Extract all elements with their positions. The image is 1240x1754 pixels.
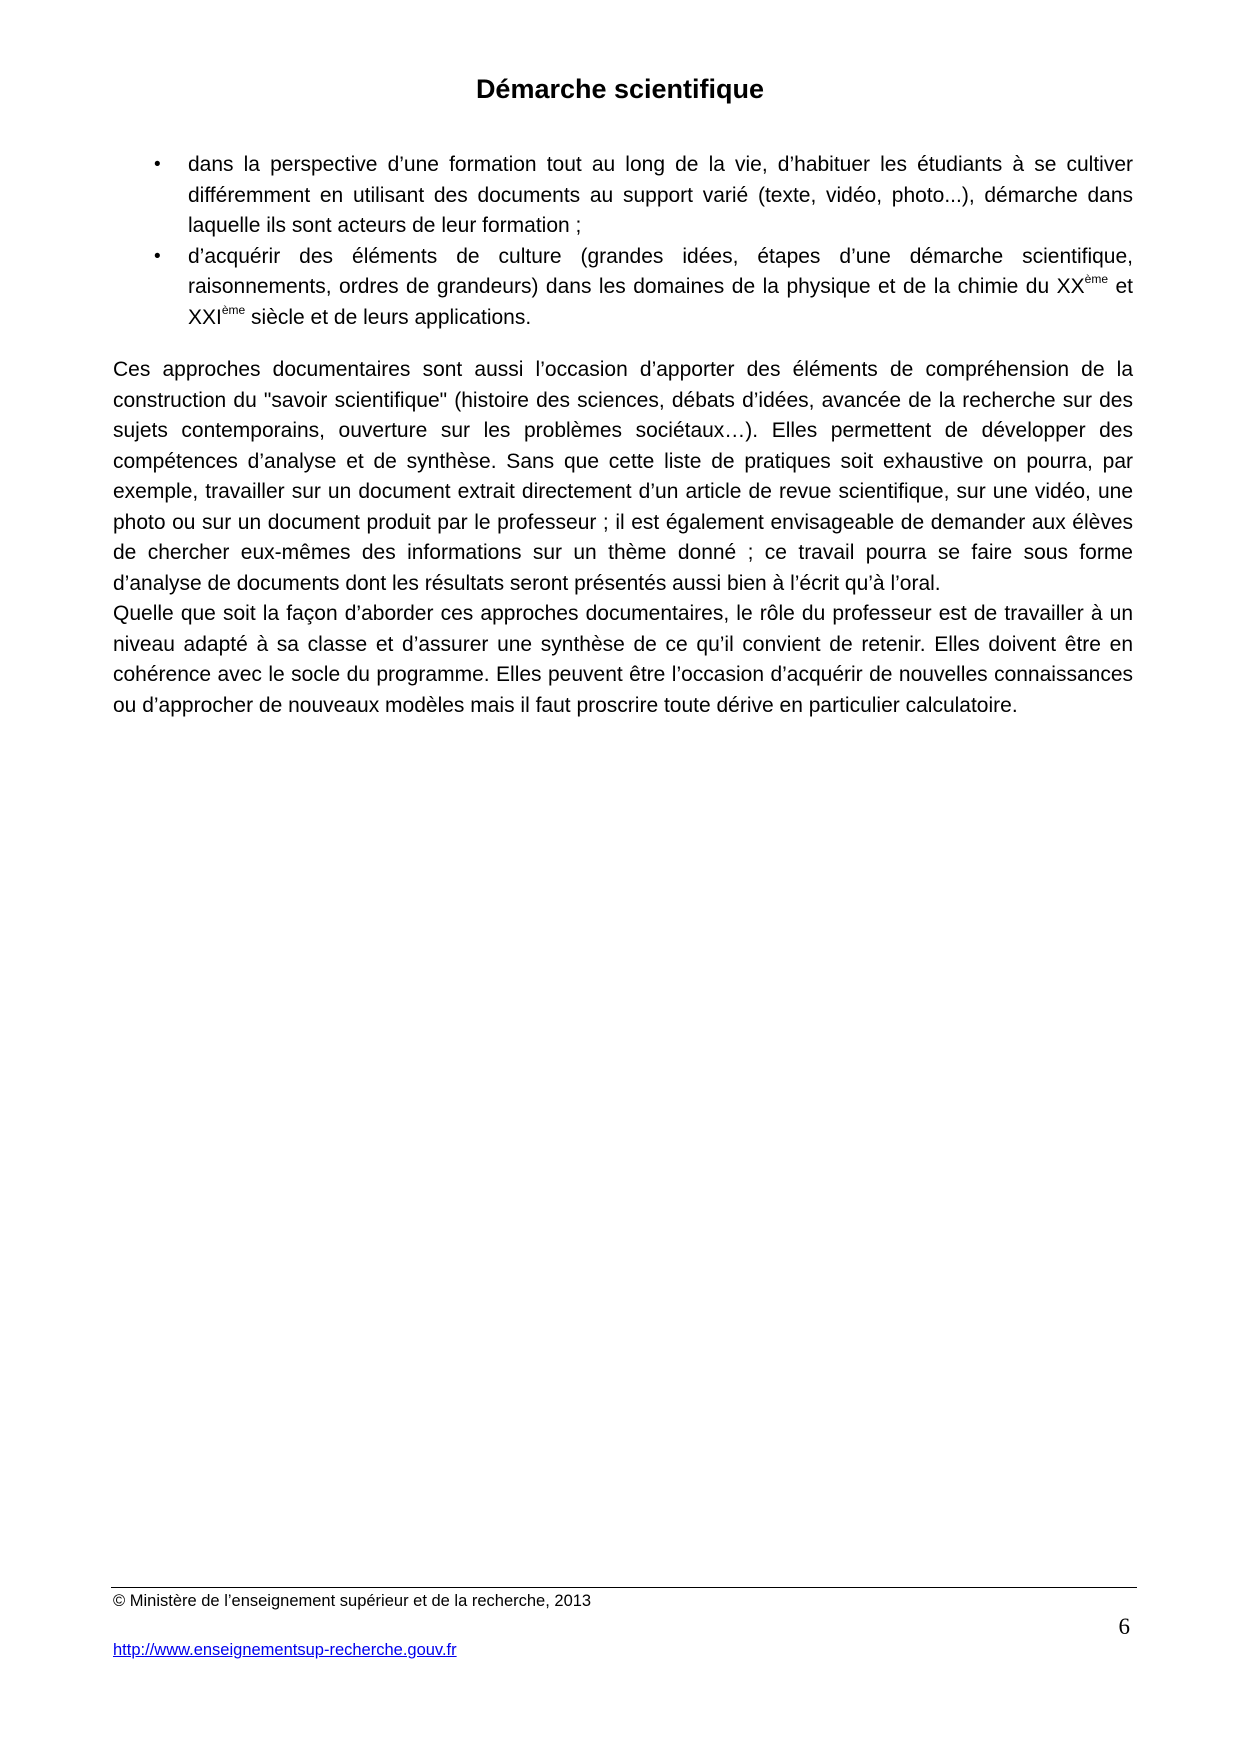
- paragraph: Ces approches documentaires sont aussi l’occasion d’apporter des éléments de compréhension de la construction du "savoir scientifique" (histoire des sciences, débats d’idées, avancée de la recherche sur des sujets contemporains, ouverture sur les problèmes sociétaux…). Elles permettent de développer des compétences d’analyse et de synthèse. Sans que cette liste de pratiques soit exhaustive on pourra, par exemple, travailler sur un document extrait directement d’un article de revue scientifique, sur une vidéo, une photo ou sur un document produit par le professeur ; il est également envisageable de demander aux élèves de chercher eux-mêmes des informations sur un thème donné ; ce travail pourra se faire sous forme d’analyse de documents dont les résultats seront présentés aussi bien à l’écrit qu’à l’oral.: [113, 358, 1133, 595]
- bullet-icon: •: [154, 154, 161, 175]
- footer-copyright: © Ministère de l’enseignement supérieur et de la recherche, 2013: [113, 1592, 592, 1610]
- bullet-text: et XXI: [188, 275, 1133, 329]
- page-title: Démarche scientifique: [475, 74, 765, 104]
- superscript-ordinal: ème: [1084, 272, 1108, 286]
- bullet-list: [113, 150, 1133, 333]
- bullet-text: d’acquérir des éléments de culture (grandes idées, étapes d’une démarche scientifique, raisonnements, ordres de grandeurs) dans les domaines de la physique et de la chimie du XX: [188, 244, 1133, 298]
- superscript-ordinal: ème: [221, 302, 246, 317]
- page-number: 6: [1118, 1614, 1130, 1639]
- bullet-text: dans la perspective d’une formation tout au long de la vie, d’habituer les étudiants à se cultiver différemment en utilisant des documents au support varié (texte, vidéo, photo...), démarche dans laquelle ils sont acteurs de leur formation ;: [188, 153, 1133, 237]
- list-item: [113, 242, 1133, 334]
- footer-divider: [111, 1587, 1137, 1588]
- list-item: [113, 150, 1133, 242]
- body-text: [113, 355, 1133, 721]
- bullet-icon: •: [154, 245, 161, 267]
- paragraph: Quelle que soit la façon d’aborder ces approches documentaires, le rôle du professeur est de travailler à un niveau adapté à sa classe et d’assurer une synthèse de ce qu’il convient de retenir. Elles doivent être en cohérence avec le socle du programme. Elles peuvent être l’occasion d’acquérir de nouvelles connaissances ou d’approcher de nouveaux modèles mais il faut proscrire toute dérive en particulier calculatoire.: [113, 602, 1133, 717]
- footer-link[interactable]: http://www.enseignementsup-recherche.gouv.fr: [113, 1641, 457, 1659]
- bullet-text: siècle et de leurs applications.: [245, 305, 532, 329]
